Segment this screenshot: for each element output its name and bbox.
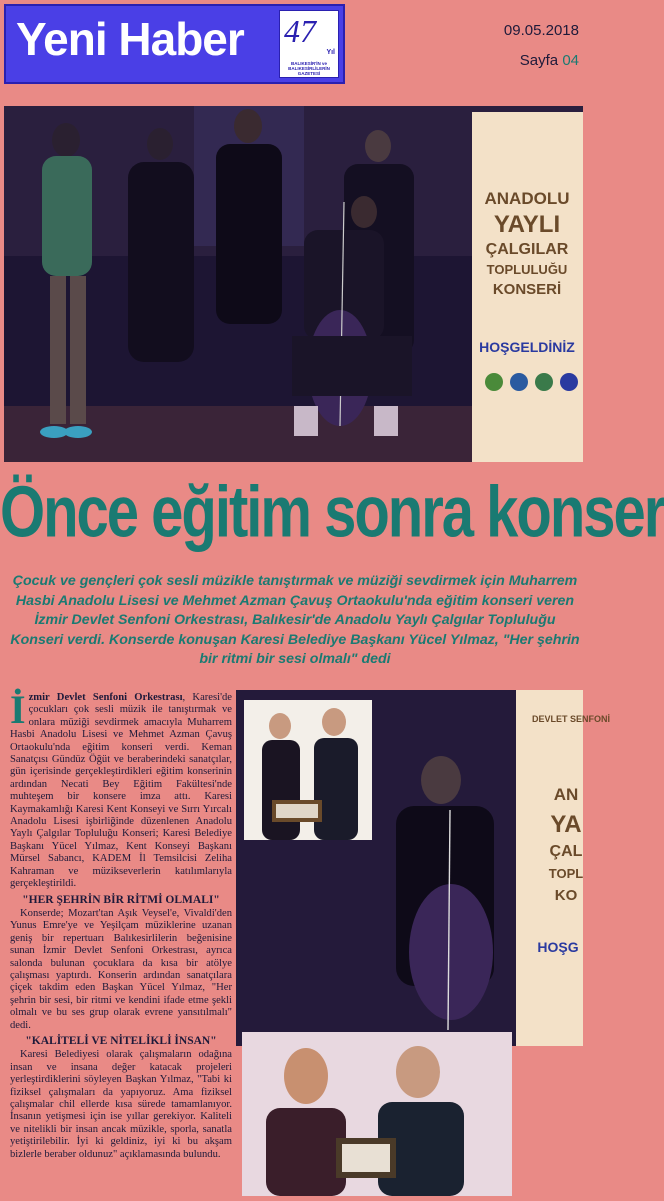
article-body — [10, 687, 232, 1163]
article-paragraph-1 — [10, 687, 232, 891]
badge-subtitle: BALIKESİR'İN ve BALIKESİRLİLERİN GAZETESİ — [288, 61, 330, 76]
award-photo-illustration — [242, 1032, 512, 1196]
concert-photo — [4, 106, 583, 462]
side-banner-line-5: KO — [554, 887, 578, 904]
side-banner-line-2: YA — [550, 811, 582, 838]
side-banner-line-1: AN — [553, 785, 579, 804]
badge-suffix: Yıl — [326, 49, 335, 56]
banner-line-4: TOPLULUĞU — [486, 262, 568, 277]
issue-date: 09.05.2018 — [503, 22, 579, 39]
page-number: 04 — [562, 52, 579, 69]
badge-number: 47 — [284, 13, 316, 49]
article-paragraph-3: Karesi Belediyesi olarak çalışmaların odağına insan ve insana değer katacak projeleri yerleştirdiklerini söyleyen Başkan Yılmaz, "Tabi ki fiziksel çalışmaları da yapıyoruz. Ama fiziksel çalışmalar chil ellerde kısa sürede tamamlanıyor. İnsanın yetişmesi için ise yıllar gerekiyor. Kaliteli ve nitelikli bir insan ancak müzikle, sporla, sanatla yetiştirilebilir. İyi ki geldiniz, iyi ki bu akşam bizlerle beraber oldunuz" açıklamasında bulundu. — [10, 1049, 232, 1160]
article-paragraph-2: Konserde; Mozart'tan Aşık Veysel'e, Vivaldi'den Yunus Emre'ye ve Yeşilçam müziklerine uzanan geniş bir repertuarı Balıkesirlilerin beğenisine sunan İzmir Devlet Senfoni Orkestrası, ayrıca salonda bulunan çocuklara da kısa bir atölye çalışması yaptırdı. Konserin ardından sanatçılara çiçek takdim eden Başkan Yücel Yılmaz, "Her şehrin bir sesi, bir ritmi ve kendini ifade etme şekli olmalı ve bu ses grup olarak evrene yansıtılmalı" dedi. — [10, 907, 232, 1031]
page-indicator — [520, 52, 579, 69]
side-banner-top: DEVLET SENFONİ — [532, 714, 611, 724]
article-paragraph-1-text: , Karesi'de çocukları çok sesli müzik ile tanıştırmak ve onlara müziği sevdirmek amacıyla Muharrem Hasbi Anadolu Lisesi ve Mehmet Azman Çavuş Ortaokulu'nda eğitim konseri verdi. Keman Sanatçısı Gündüz Öğüt ve beraberindeki sanatçılar, gün içerisinde gerçekleştirdikleri eğitim konserinin ardından Necati Bey Eğitim Fakültesi'nde muhteşem bir konsere imza attı. Karesi Kaymakamlığı Karesi Kent Konseyi ve Sırrı Yırcalı Anadolu Lisesi işbirliğinde düzenlenen Anadolu Yaylı Çalgılar Topluluğu Konseri; Karesi Belediye Başkanı Yücel Yılmaz, Kent Konseyi Başkanı Mürsel Sabancı, KADEM İl Temsilcisi Zeliha Kahraman ve müzikseverlerin katılımlarıyla gerçekleştirildi. — [10, 692, 232, 890]
anniversary-badge — [279, 10, 339, 78]
side-banner-welcome: HOŞG — [537, 939, 579, 955]
banner-line-5: KONSERİ — [492, 281, 562, 298]
banner-line-1: ANADOLU — [484, 189, 570, 208]
newspaper-title: Yeni Haber — [16, 13, 244, 65]
cellist-photo-illustration — [236, 690, 611, 1046]
dropcap: İ — [10, 687, 26, 732]
headline: Önce eğitim sonra konser — [0, 471, 664, 553]
page-label: Sayfa — [519, 52, 559, 69]
article-lead-bold: zmir Devlet Senfoni Orkestrası — [28, 692, 183, 703]
subheading-1: "HER ŞEHRİN BİR RİTMİ OLMALI" — [22, 893, 220, 906]
banner-line-2: YAYLI — [493, 211, 561, 238]
banner-line-3: ÇALGILAR — [485, 241, 569, 258]
banner-welcome: HOŞGELDİNİZ — [479, 339, 575, 355]
award-photo — [242, 1032, 512, 1196]
side-banner-line-4: TOPL — [548, 866, 584, 881]
lede: Çocuk ve gençleri çok sesli müzikle tanıştırmak ve müziği sevdirmek için Muharrem Hasbi Anadolu Lisesi ve Mehmet Azman Çavuş Ortaokulu'nda eğitim konseri veren İzmir Devlet Senfoni Orkestrası, Balıkesir'de Anadolu Yaylı Çalgılar Topluluğu Konseri verdi. Konserde konuşan Karesi Belediye Başkanı Yücel Yılmaz, "Her şehrin bir ritmi bir sesi olmalı" dedi — [10, 573, 580, 667]
subheading-2: "KALİTELİ VE NİTELİKLİ İNSAN" — [25, 1034, 217, 1047]
cellist-photo — [236, 690, 611, 1046]
masthead — [4, 4, 345, 84]
side-banner-line-3: ÇAL — [549, 843, 583, 860]
concert-photo-illustration — [4, 106, 583, 462]
